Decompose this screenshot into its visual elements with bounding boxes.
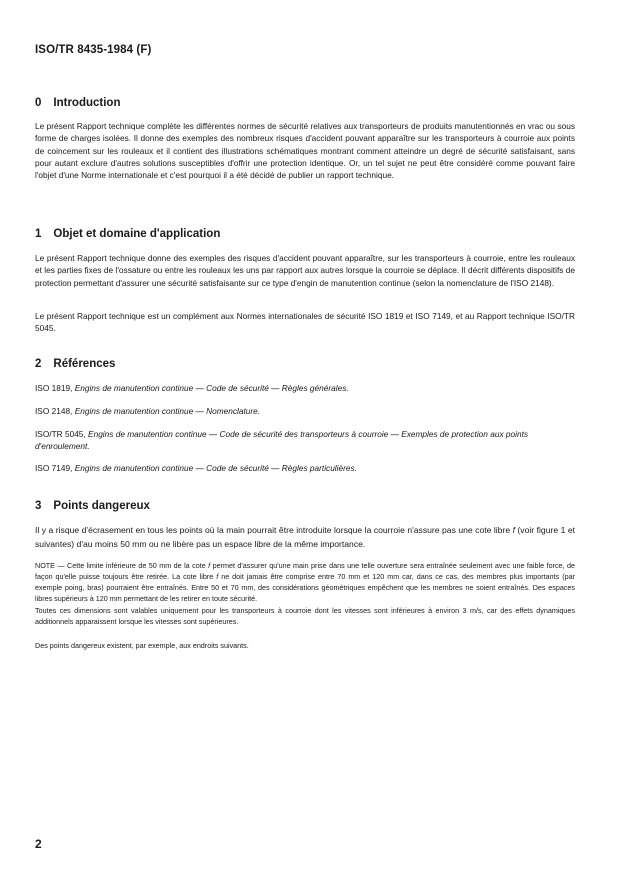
reference-code: ISO 1819, [35, 383, 73, 393]
text-run: NOTE — Cette limite inférieure de 50 mm de la cote [35, 561, 209, 570]
reference-item [35, 405, 580, 417]
reference-title: Engins de manutention continue — Code de sécurité — Règles particulières. [74, 463, 357, 473]
reference-item [35, 382, 580, 394]
reference-item [35, 428, 580, 453]
section-number: 2 [35, 358, 42, 370]
section-title: Points dangereux [53, 500, 150, 512]
text-run: Il y a risque d'écrasement en tous les points où la main pourrait être introduite lorsque la courroie n'assure pas une cote libre [35, 525, 513, 535]
reference-title: Engins de manutention continue — Nomenclature. [74, 406, 261, 416]
scope-paragraph-1: Le présent Rapport technique donne des exemples des risques d'accident pouvant apparaître, sur les transporteurs à courroie, entre les rouleaux et les parties fixes de l'ossature ou entre les rouleaux les uns par rapport aux autres lorsque la courroie se déplace. Il décrit différents dispositifs de protection permettant d'assurer une sécurité satisfaisante sur ce type d'engin de manutention continue (selon la nomenclature de l'ISO 2148). [35, 253, 575, 288]
text-run: permet d'assurer qu'une main prise dans une telle ouverture sera entraînée seulement avec une faible force, de façon qu'elle puisse toujours être retirée. La cote libre [35, 561, 575, 582]
reference-code: ISO 7149, [35, 463, 73, 473]
page-number: 2 [35, 837, 42, 851]
text-run: (voir figure 1 et suivantes) d'au moins 50 mm ou ne libère pas un espace libre de la même importance. [35, 525, 575, 549]
section-number: 0 [35, 97, 42, 109]
text-run: ne doit jamais être comprise entre 70 mm et 120 mm car, dans ce cas, des membres plus importants (par exemple poing, bras) pourraient être entraînés. Entre 50 et 70 mm, des considérations géométriques empêchent que les membres ne soient entraînés. Des espaces libres supérieurs à 120 mm permettant de les retirer en toute sécurité. [35, 572, 576, 604]
danger-note-2: Toutes ces dimensions sont valables uniquement pour les transporteurs à courroie dont les vitesses sont inférieures à environ 3 m/s, car des effets dynamiques additionnels apparaissent lorsque les vitesses sont supérieures. [35, 606, 575, 627]
section-heading-scope [35, 228, 220, 240]
section-heading-introduction [35, 97, 120, 109]
dimension-symbol: f [208, 561, 211, 570]
section-number: 3 [35, 500, 42, 512]
document-reference: ISO/TR 8435-1984 (F) [35, 44, 152, 56]
introduction-paragraph: Le présent Rapport technique complète les différentes normes de sécurité relatives aux transporteurs de produits manutentionnés en vrac ou sous forme de charges isolées. Il donne des exemples des nombreux risques d'accident pouvant apparaître sur les transporteurs à courroie aux points de coincement sur les rouleaux et il contient des illustrations schématiques montrant comment atteindre un degré de sécurité satisfaisant, sans pour autant exclure d'autres solutions susceptibles d'offrir une protection identique. Or, un tel sujet ne peut être considéré comme pouvant faire l'objet d'une Norme internationale et c'est pourquoi il a été décidé de publier un rapport technique. [35, 121, 575, 181]
reference-item [35, 462, 580, 474]
reference-title: Engins de manutention continue — Code de sécurité — Règles générales. [74, 383, 349, 393]
section-heading-references [35, 358, 115, 370]
dimension-symbol: f [216, 572, 219, 582]
section-heading-danger-points [35, 500, 150, 512]
danger-paragraph-1 [35, 524, 575, 551]
dimension-symbol: f [512, 525, 515, 535]
reference-code: ISO 2148, [35, 406, 73, 416]
danger-note [35, 560, 575, 604]
danger-paragraph-last: Des points dangereux existent, par exemple, aux endroits suivants. [35, 641, 249, 650]
scope-paragraph-2: Le présent Rapport technique est un complément aux Normes internationales de sécurité ISO 1819 et ISO 7149, et au Rapport technique ISO/TR 5045. [35, 311, 575, 334]
section-number: 1 [35, 228, 42, 240]
section-title: Objet et domaine d'application [53, 228, 221, 240]
reference-code: ISO/TR 5045, [35, 429, 86, 439]
reference-title: Engins de manutention continue — Code de sécurité des transporteurs à courroie — Exemples de protection aux points d'enroulement. [35, 429, 529, 452]
section-title: Introduction [53, 97, 121, 109]
section-title: Références [53, 358, 116, 370]
